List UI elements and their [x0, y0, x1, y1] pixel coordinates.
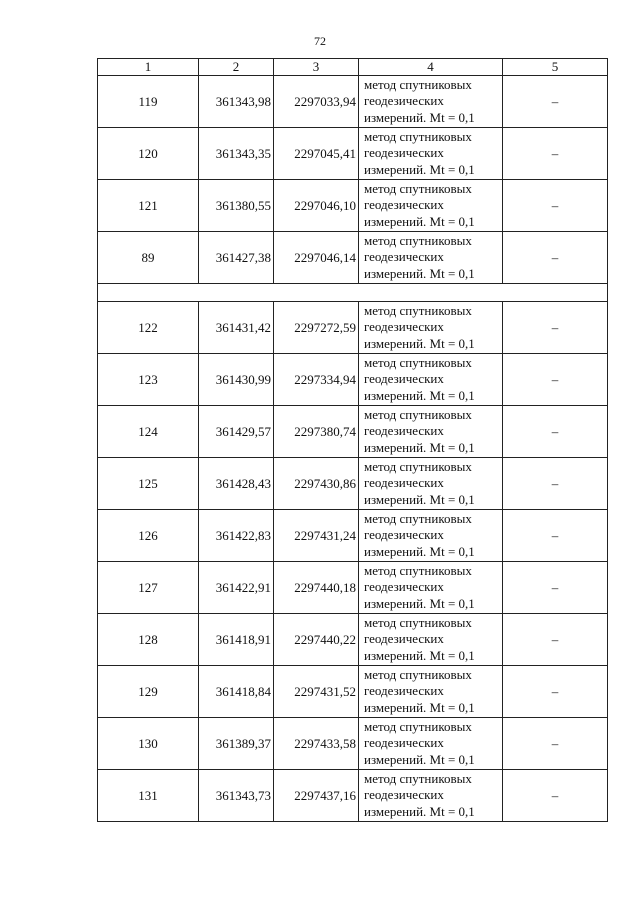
coordinates-table [97, 58, 608, 822]
coordinate-x: 361430,99 [199, 354, 274, 406]
method-line: измерений. Mt = 0,1 [364, 699, 475, 715]
method-cell [359, 354, 503, 406]
method-line: измерений. Mt = 0,1 [364, 491, 475, 507]
method-line: метод спутниковых [364, 562, 472, 578]
coordinate-x: 361422,83 [199, 510, 274, 562]
coordinate-x: 361427,38 [199, 232, 274, 284]
coordinate-x: 361429,57 [199, 406, 274, 458]
method-cell [359, 770, 503, 822]
point-number: 126 [98, 510, 199, 562]
method-line: измерений. Mt = 0,1 [364, 161, 475, 177]
coordinate-y: 2297440,22 [274, 614, 359, 666]
method-line: измерений. Mt = 0,1 [364, 109, 475, 125]
table-row [98, 76, 608, 128]
coordinate-y: 2297334,94 [274, 354, 359, 406]
method-line: геодезических [364, 423, 444, 439]
coordinate-x: 361418,84 [199, 666, 274, 718]
method-line: метод спутниковых [364, 128, 472, 144]
column-5-value: – [503, 180, 608, 232]
method-line: измерений. Mt = 0,1 [364, 265, 475, 281]
coordinate-y: 2297430,86 [274, 458, 359, 510]
method-line: геодезических [364, 371, 444, 387]
column-5-value: – [503, 510, 608, 562]
separator-cell [98, 284, 608, 302]
method-line: геодезических [364, 683, 444, 699]
coordinate-y: 2297033,94 [274, 76, 359, 128]
method-line: измерений. Mt = 0,1 [364, 439, 475, 455]
header-col-3: 3 [274, 59, 359, 76]
coordinate-x: 361431,42 [199, 302, 274, 354]
column-5-value: – [503, 354, 608, 406]
coordinate-x: 361343,98 [199, 76, 274, 128]
method-cell [359, 232, 503, 284]
point-number: 124 [98, 406, 199, 458]
method-cell [359, 614, 503, 666]
column-5-value: – [503, 562, 608, 614]
header-col-4: 4 [359, 59, 503, 76]
method-line: метод спутниковых [364, 458, 472, 474]
method-line: метод спутниковых [364, 614, 472, 630]
method-line: геодезических [364, 527, 444, 543]
coordinate-y: 2297433,58 [274, 718, 359, 770]
table-row [98, 458, 608, 510]
coordinate-y: 2297046,14 [274, 232, 359, 284]
column-5-value: – [503, 406, 608, 458]
coordinate-y: 2297045,41 [274, 128, 359, 180]
method-line: геодезических [364, 145, 444, 161]
table-row [98, 354, 608, 406]
table-row [98, 302, 608, 354]
method-line: измерений. Mt = 0,1 [364, 751, 475, 767]
coordinate-y: 2297380,74 [274, 406, 359, 458]
point-number: 121 [98, 180, 199, 232]
method-cell [359, 180, 503, 232]
table-row [98, 510, 608, 562]
coordinate-x: 361428,43 [199, 458, 274, 510]
method-line: геодезических [364, 579, 444, 595]
coordinate-y: 2297431,24 [274, 510, 359, 562]
point-number: 119 [98, 76, 199, 128]
coordinate-x: 361422,91 [199, 562, 274, 614]
point-number: 128 [98, 614, 199, 666]
coordinate-x: 361343,73 [199, 770, 274, 822]
method-line: метод спутниковых [364, 666, 472, 682]
table-row [98, 614, 608, 666]
method-cell [359, 562, 503, 614]
table-body [98, 76, 608, 822]
point-number: 125 [98, 458, 199, 510]
table-row [98, 718, 608, 770]
method-line: измерений. Mt = 0,1 [364, 387, 475, 403]
coordinate-x: 361343,35 [199, 128, 274, 180]
method-line: метод спутниковых [364, 180, 472, 196]
table-row [98, 770, 608, 822]
table-row [98, 666, 608, 718]
coordinate-x: 361380,55 [199, 180, 274, 232]
method-line: измерений. Mt = 0,1 [364, 803, 475, 819]
coordinate-y: 2297272,59 [274, 302, 359, 354]
method-line: метод спутниковых [364, 718, 472, 734]
coordinate-y: 2297437,16 [274, 770, 359, 822]
method-line: метод спутниковых [364, 770, 472, 786]
header-col-2: 2 [199, 59, 274, 76]
column-5-value: – [503, 76, 608, 128]
method-line: метод спутниковых [364, 510, 472, 526]
method-cell [359, 302, 503, 354]
method-line: геодезических [364, 197, 444, 213]
column-5-value: – [503, 302, 608, 354]
method-line: измерений. Mt = 0,1 [364, 335, 475, 351]
header-col-5: 5 [503, 59, 608, 76]
method-line: метод спутниковых [364, 76, 472, 92]
point-number: 131 [98, 770, 199, 822]
method-line: геодезических [364, 93, 444, 109]
method-line: геодезических [364, 787, 444, 803]
table-row [98, 406, 608, 458]
table-row [98, 180, 608, 232]
point-number: 122 [98, 302, 199, 354]
header-col-1: 1 [98, 59, 199, 76]
coordinate-y: 2297431,52 [274, 666, 359, 718]
method-cell [359, 510, 503, 562]
column-5-value: – [503, 232, 608, 284]
separator-row [98, 284, 608, 302]
column-5-value: – [503, 458, 608, 510]
method-cell [359, 406, 503, 458]
method-line: метод спутниковых [364, 232, 472, 248]
table-row [98, 562, 608, 614]
column-5-value: – [503, 770, 608, 822]
point-number: 130 [98, 718, 199, 770]
coordinate-y: 2297046,10 [274, 180, 359, 232]
method-line: измерений. Mt = 0,1 [364, 543, 475, 559]
method-cell [359, 666, 503, 718]
method-line: геодезических [364, 249, 444, 265]
method-cell [359, 76, 503, 128]
coordinate-x: 361418,91 [199, 614, 274, 666]
method-line: измерений. Mt = 0,1 [364, 647, 475, 663]
method-line: геодезических [364, 475, 444, 491]
point-number: 120 [98, 128, 199, 180]
method-line: метод спутниковых [364, 354, 472, 370]
table-row [98, 128, 608, 180]
method-line: метод спутниковых [364, 406, 472, 422]
coordinate-x: 361389,37 [199, 718, 274, 770]
coordinate-y: 2297440,18 [274, 562, 359, 614]
page-number: 72 [314, 34, 326, 48]
column-5-value: – [503, 718, 608, 770]
method-line: геодезических [364, 735, 444, 751]
column-5-value: – [503, 128, 608, 180]
method-cell [359, 718, 503, 770]
method-line: измерений. Mt = 0,1 [364, 595, 475, 611]
method-line: геодезических [364, 319, 444, 335]
column-5-value: – [503, 614, 608, 666]
point-number: 129 [98, 666, 199, 718]
method-cell [359, 128, 503, 180]
header-row [98, 59, 608, 76]
table-row [98, 232, 608, 284]
point-number: 123 [98, 354, 199, 406]
point-number: 89 [98, 232, 199, 284]
column-5-value: – [503, 666, 608, 718]
method-line: метод спутниковых [364, 302, 472, 318]
method-line: измерений. Mt = 0,1 [364, 213, 475, 229]
method-cell [359, 458, 503, 510]
point-number: 127 [98, 562, 199, 614]
method-line: геодезических [364, 631, 444, 647]
